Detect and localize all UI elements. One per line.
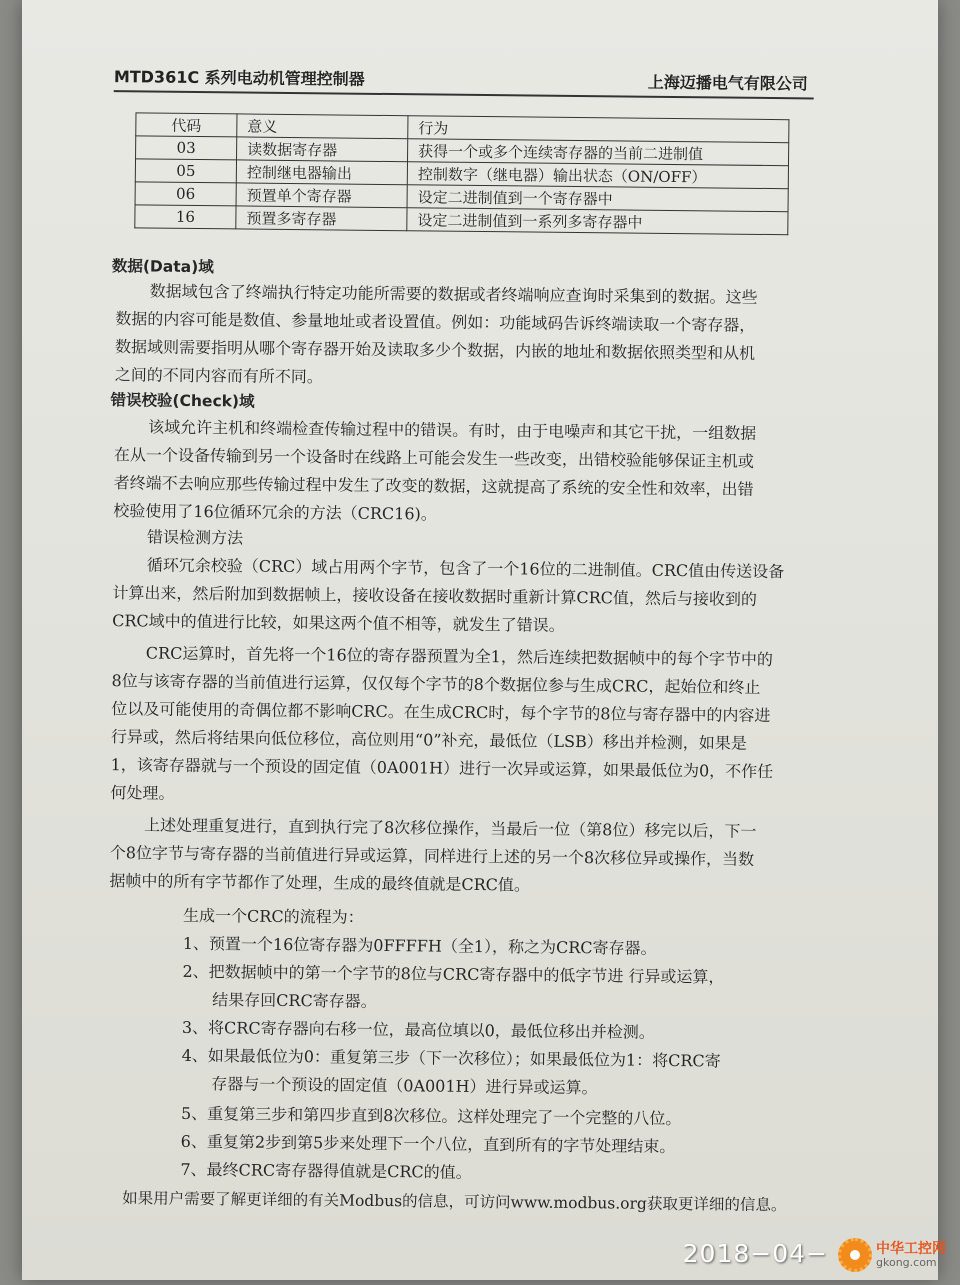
flow-step-continuation: 存器与一个预设的固定值（0A001H）进行异或运算。 bbox=[211, 1074, 598, 1098]
paragraph-line: 校验使用了16位循环冗余的方法（CRC16)。 bbox=[113, 501, 437, 524]
table-cell: 读数据寄存器 bbox=[237, 137, 408, 162]
flow-step: 1、预置一个16位寄存器为0FFFFH（全1），称之为CRC寄存器。 bbox=[182, 933, 657, 958]
flow-step: 4、如果最低位为0：重复第三步（下一次移位）；如果最低位为1：将CRC寄 bbox=[181, 1045, 721, 1071]
paragraph-line: 8位与该寄存器的当前值进行运算，仅仅每个字节的8个数据位参与生成CRC，起始位和终止 bbox=[111, 671, 761, 697]
site-watermark bbox=[838, 1238, 946, 1272]
flow-step: 2、把数据帧中的第一个字节的8位与CRC寄存器中的低字节进 行异或运算， bbox=[182, 961, 725, 987]
paragraph-line: 在从一个设备传输到另一个设备时在线路上可能会发生一些改变，出错校验能够保证主机或 bbox=[113, 445, 755, 471]
table-cell: 设定二进制值到一系列多寄存器中 bbox=[407, 208, 788, 235]
paragraph-line: 上述处理重复进行，直到执行完了8次移位操作，当最后一位（第8位）移完以后，下一 bbox=[143, 815, 757, 841]
table-cell: 06 bbox=[135, 182, 236, 206]
check-section-heading: 错误校验(Check)域 bbox=[110, 391, 255, 411]
column-header: 意义 bbox=[237, 114, 408, 139]
column-header: 代码 bbox=[136, 113, 237, 137]
watermark-url: gkong.com bbox=[876, 1255, 937, 1269]
paragraph-line: 循环冗余校验（CRC）域占用两个字节，包含了一个16位的二进制值。CRC值由传送设备 bbox=[146, 555, 785, 582]
table-cell: 控制数字（继电器）输出状态（ON/OFF） bbox=[407, 162, 788, 189]
flow-step: 5、重复第三步和第四步直到8次移位。这样处理完了一个完整的八位。 bbox=[180, 1103, 682, 1129]
paragraph-line: 数据域则需要指明从哪个寄存器开始及读取多少个数据，内嵌的地址和数据依照类型和从机 bbox=[114, 337, 756, 363]
photo-timestamp: 2018−04− bbox=[682, 1239, 828, 1268]
flow-title: 生成一个CRC的流程为： bbox=[183, 905, 364, 927]
paragraph-line: CRC域中的值进行比较，如果这两个值不相等，就发生了错误。 bbox=[112, 611, 565, 635]
paragraph-line: 个8位字节与寄存器的当前值进行异或运算，同样进行上述的另一个8次移位异或操作，当数 bbox=[109, 843, 755, 869]
table-cell: 03 bbox=[136, 136, 237, 160]
watermark-name: 中华工控网 bbox=[876, 1240, 946, 1257]
page-header bbox=[114, 64, 808, 94]
table-cell: 预置多寄存器 bbox=[236, 206, 407, 231]
paragraph-line: 之间的不同内容而有所不同。 bbox=[114, 365, 323, 387]
paragraph-line: 数据域包含了终端执行特定功能所需要的数据或者终端响应查询时采集到的数据。这些 bbox=[149, 281, 758, 307]
paragraph-line: 位以及可能使用的奇偶位都不影响CRC。在生成CRC时，每个字节的8位与寄存器中的内容进 bbox=[111, 699, 771, 726]
header-company: 上海迈播电气有限公司 bbox=[647, 72, 808, 94]
table-cell: 05 bbox=[135, 159, 236, 183]
gear-logo-icon bbox=[838, 1238, 872, 1272]
header-product: MTD361C 系列电动机管理控制器 bbox=[113, 67, 365, 89]
column-header: 行为 bbox=[408, 116, 789, 143]
paragraph-line: 数据的内容可能是数值、参量地址或者设置值。例如：功能域码告诉终端读取一个寄存器， bbox=[115, 309, 756, 335]
table-cell: 获得一个或多个连续寄存器的当前二进制值 bbox=[408, 139, 789, 166]
flow-step: 6、重复第2步到第5步来处理下一个八位，直到所有的字节处理结束。 bbox=[180, 1131, 676, 1157]
data-section-heading: 数据(Data)域 bbox=[111, 257, 214, 277]
table-cell: 控制继电器输出 bbox=[236, 160, 407, 185]
method-title: 错误检测方法 bbox=[146, 527, 244, 548]
paragraph-line: 据帧中的所有字节都作了处理，生成的最终值就是CRC值。 bbox=[109, 871, 531, 895]
table-cell: 预置单个寄存器 bbox=[236, 183, 407, 208]
paragraph-line: 者终端不去响应那些传输过程中发生了改变的数据，这就提高了系统的安全性和效率，出错 bbox=[113, 473, 754, 499]
function-code-table bbox=[134, 112, 789, 235]
paragraph-line: 1，该寄存器就与一个预设的固定值（0A001H）进行一次异或运算，如果最低位为0，不作任 bbox=[110, 755, 774, 782]
flow-step-continuation: 结果存回CRC寄存器。 bbox=[212, 990, 377, 1011]
paragraph-line: 该域允许主机和终端检查传输过程中的错误。有时，由于电噪声和其它干扰，一组数据 bbox=[148, 417, 757, 443]
paragraph-line: CRC运算时，首先将一个16位的寄存器预置为全1，然后连续把数据帧中的每个字节中的 bbox=[145, 643, 773, 670]
paragraph-line: 何处理。 bbox=[110, 783, 175, 803]
flow-step: 7、最终CRC寄存器得值就是CRC的值。 bbox=[180, 1159, 472, 1182]
paragraph-line: 计算出来，然后附加到数据帧上，接收设备在接收数据时重新计算CRC值，然后与接收到的 bbox=[112, 583, 758, 609]
table-cell: 设定二进制值到一个寄存器中 bbox=[407, 185, 788, 212]
flow-step: 3、将CRC寄存器向右移一位，最高位填以0，最低位移出并检测。 bbox=[181, 1017, 655, 1042]
table-cell: 16 bbox=[135, 205, 236, 229]
footer-note: 如果用户需要了解更详细的有关Modbus的信息，可访问www.modbus.org获取更详细的信息。 bbox=[122, 1189, 787, 1215]
paragraph-line: 行异或，然后将结果向低位移位，高位则用“0”补充，最低位（LSB）移出并检测，如果是 bbox=[110, 727, 747, 753]
